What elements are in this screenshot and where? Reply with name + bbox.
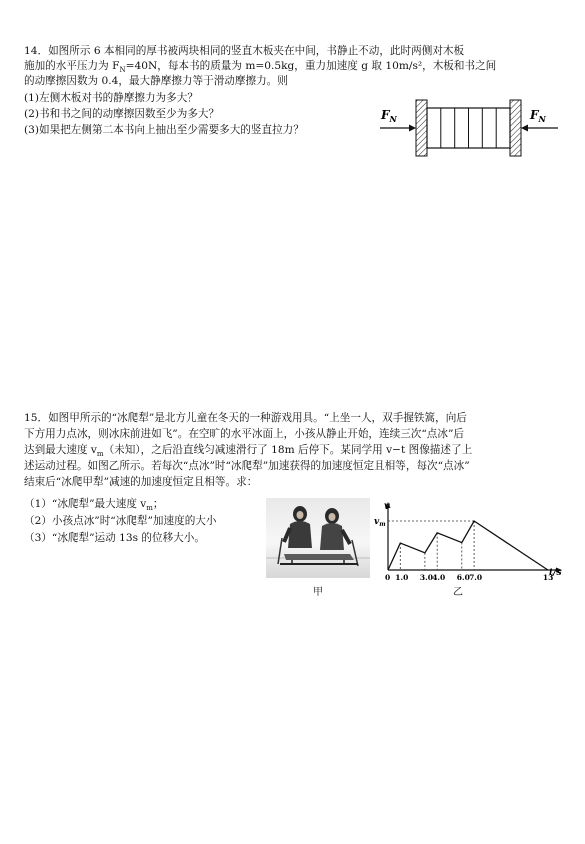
left-force-label: $F_N$ (381, 108, 397, 124)
q14-line-3: 的动摩擦因数为 0.4，最大静摩擦力等于滑动摩擦力。则 (24, 75, 288, 87)
left-force-arrow (380, 125, 416, 132)
vt-x-tick-4: 6.0 (456, 573, 470, 582)
vt-x-tick-0: 0 (385, 573, 391, 582)
q14-fn-sub: N (119, 66, 126, 75)
q15-sub-1a: （1）“冰爬犁”最大速度 v (24, 498, 147, 510)
fig-b-caption: 乙 (453, 587, 463, 598)
vt-chart (374, 500, 566, 588)
vt-x-axis-label: t/s (549, 568, 562, 578)
right-force-label: $F_N$ (530, 108, 546, 124)
vt-x-tick-6: 13 (542, 573, 554, 582)
q15-line-1: 15．如图甲所示的“冰爬犁”是北方儿童在冬天的一种游戏用具。“上坐一人，双手握铁篙，向后 (24, 412, 467, 424)
q14-line-2a: 施加的水平压力为 F (24, 60, 120, 72)
q15-sub-1 (24, 497, 164, 515)
book-stack (427, 108, 510, 148)
q14-line-1: 14．如图所示 6 本相同的厚书被两块相同的竖直木板夹在中间，书静止不动，此时两侧对木板 (24, 45, 465, 57)
vt-x-tick-5: 7.0 (469, 573, 483, 582)
vt-y-tick-vm: $v_m$ (374, 517, 386, 528)
q15-sub-3: （3）“冰爬犁”运动 13s 的位移大小。 (24, 532, 205, 544)
q15-line-4: 述运动过程。如图乙所示。若每次“点冰”时“冰爬犁”加速获得的加速度恒定且相等，每次“点冰” (24, 460, 470, 472)
q15-sub-2: （2）小孩点冰”时“冰爬犁”加速度的大小 (24, 515, 217, 527)
vt-guides (388, 521, 474, 570)
right-force-arrow (521, 125, 558, 132)
q15-sub-1b: ； (152, 498, 164, 510)
q14-sub-3: (3)如果把左侧第二本书向上抽出至少需要多大的竖直拉力？ (24, 124, 304, 136)
vt-x-tick-1: 1.0 (395, 573, 409, 582)
q15-line-3a: 达到最大速度 v (24, 444, 97, 456)
q14-sub-2: (2)书和书之间的动摩擦因数至少为多大？ (24, 108, 220, 120)
q14-line-2b: =40N，每本书的质量为 m=0.5kg，重力加速度 g 取 10m/s²，木板和书之间 (125, 60, 497, 72)
q15-vm-sub: m (96, 450, 104, 459)
q15-line-2: 下方用力点冰，则冰床前进如飞”。在空旷的水平冰面上，小孩从静止开始，连续三次“点冰”后 (24, 428, 464, 440)
q15-sub-1-vm-sub: m (146, 504, 153, 513)
vt-line (388, 521, 548, 570)
q14-sub-1: (1)左侧木板对书的静摩擦力为多大？ (24, 92, 198, 104)
q15-line-3b: （未知），之后沿直线匀减速滑行了 18m 后停下。某同学用 v−t 图像描述了上 (103, 444, 473, 456)
vt-y-axis-label: v (384, 501, 390, 512)
vt-x-tick-2: 3.0 (419, 573, 433, 582)
ice-sled-photo (266, 498, 370, 578)
left-board (416, 100, 427, 156)
q15-line-5: 结束后“冰爬甲犁”减速的加速度恒定且相等。求： (24, 476, 258, 488)
vt-x-tick-3: 4.0 (432, 573, 446, 582)
books-figure (376, 96, 562, 160)
vt-ticks (385, 573, 553, 582)
fig-a-caption: 甲 (313, 587, 323, 598)
ice-sled-illustration (266, 498, 370, 578)
right-board (510, 100, 521, 156)
vt-series-line (388, 521, 548, 570)
